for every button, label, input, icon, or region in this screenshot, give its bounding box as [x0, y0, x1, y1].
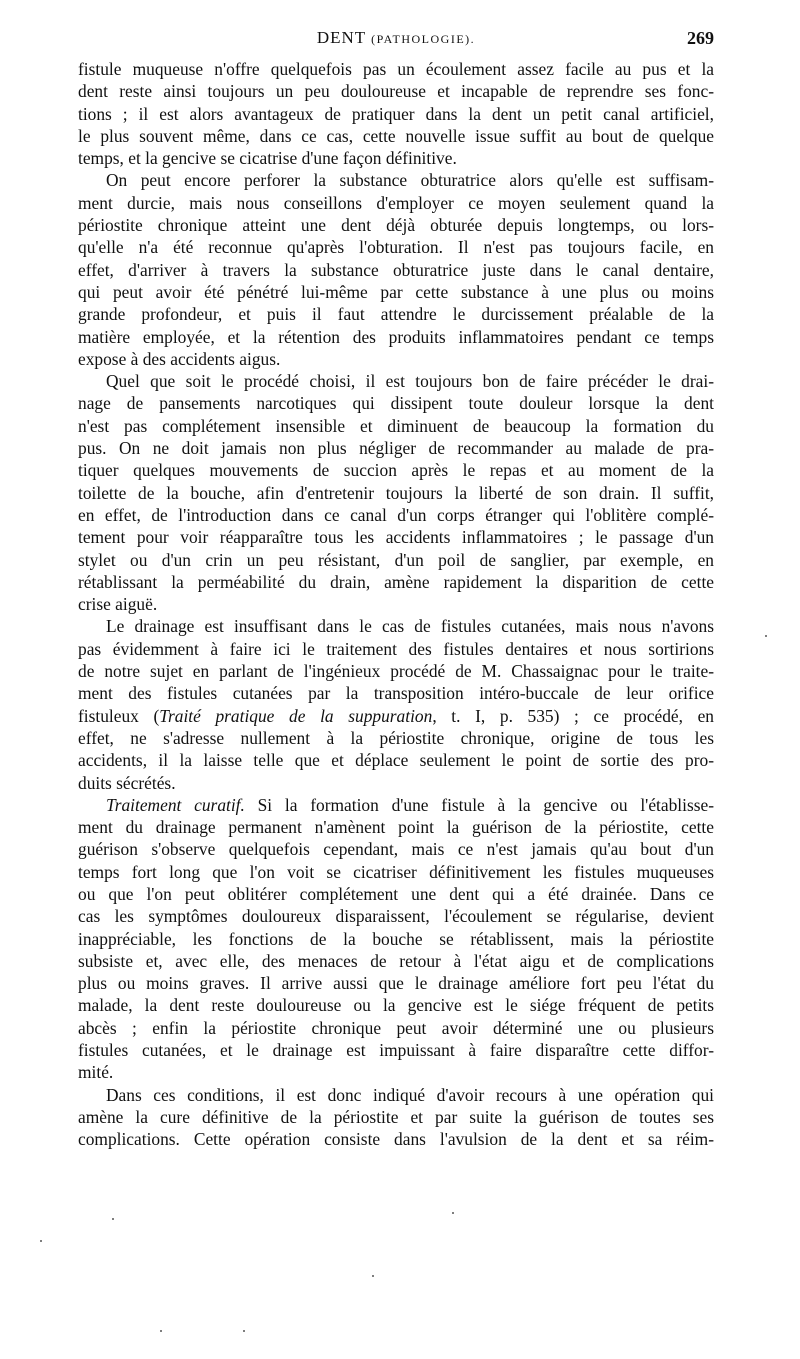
text-line: ment du drainage permanent n'amènent point la guérison de la périostite, cette [78, 817, 714, 838]
section-heading: Traitement curatif. [106, 794, 245, 815]
text-line: Dans ces conditions, il est donc indiqué d'avoir recours à une opération qui [106, 1084, 714, 1105]
text-line: dent reste ainsi toujours un peu douloureuse et incapable de reprendre ses fonc- [78, 81, 714, 102]
text-line: abcès ; enfin la périostite chronique peut avoir déterminé une ou plusieurs [78, 1017, 714, 1038]
text-line: guérison s'observe quelquefois cependant, mais ce n'est jamais qu'au bout d'un [78, 839, 714, 860]
text-line-with-citation [78, 705, 714, 727]
citation-title: Traité pratique de la suppuration [159, 705, 433, 726]
text-line: crise aiguë. [78, 594, 158, 615]
text-line: ment des fistules cutanées par la transposition intéro-buccale de leur orifice [78, 683, 714, 704]
text-line: inappréciable, les fonctions de la bouche se rétablissent, mais la périostite [78, 928, 714, 949]
body-text [78, 58, 714, 1151]
scan-speck [112, 1218, 114, 1220]
text-line: expose à des accidents aigus. [78, 348, 281, 369]
text-line: n'est pas complétement insensible et diminuent de beaucoup la formation du [78, 415, 714, 436]
text-line: amène la cure définitive de la périostite et par suite la guérison de toutes ses [78, 1106, 714, 1127]
running-title [78, 28, 714, 48]
text-line: malade, la dent reste douloureuse ou la gencive est le siége fréquent de petits [78, 995, 714, 1016]
text-line: le plus souvent même, dans ce cas, cette nouvelle issue suffit au bout de quelque [78, 125, 714, 146]
text-line: complications. Cette opération consiste dans l'avulsion de la dent et sa réim- [78, 1129, 714, 1150]
text-fragment: , t. I, p. 535) ; ce procédé, en [432, 705, 714, 726]
text-line: Quel que soit le procédé choisi, il est toujours bon de faire précéder le drai- [106, 371, 714, 392]
text-line: tiquer quelques mouvements de succion après le repas et au moment de la [78, 460, 714, 481]
text-line: fistule muqueuse n'offre quelquefois pas un écoulement assez facile au pus et la [78, 59, 714, 79]
text-line: qui peut avoir été pénétré lui-même par cette substance à une plus ou moins [78, 281, 714, 302]
running-title-main: DENT [316, 28, 366, 47]
text-fragment: fistuleux ( [78, 705, 160, 726]
text-line: accidents, il la laisse telle que et déplace seulement le point de sortie des pro- [78, 750, 714, 771]
text-line: rétablissant la perméabilité du drain, amène rapidement la disparition de cette [78, 571, 714, 592]
running-header [78, 28, 714, 52]
paragraph-6 [78, 1084, 714, 1151]
scan-speck [452, 1212, 454, 1214]
text-line: duits sécrétés. [78, 772, 176, 793]
text-line: qu'elle n'a été reconnue qu'après l'obturation. Il n'est pas toujours facile, en [78, 237, 714, 258]
text-line: temps, et la gencive se cicatrise d'une façon définitive. [78, 148, 457, 169]
scan-speck [765, 635, 767, 637]
text-line: cas les symptômes douloureux disparaissent, l'écoulement se régularise, devient [78, 906, 714, 927]
text-line: ou que l'on peut oblitérer complétement une dent qui a été drainée. Dans ce [78, 883, 714, 904]
scan-speck [160, 1330, 162, 1332]
text-line: effet, d'arriver à travers la substance obturatrice juste dans le canal dentaire, [78, 259, 714, 280]
text-line: mité. [78, 1062, 114, 1083]
text-line: plus ou moins graves. Il arrive aussi que le drainage améliore fort peu l'état du [78, 973, 714, 994]
text-line: toilette de la bouche, afin d'entretenir toujours la liberté de son drain. Il suffit, [78, 482, 714, 503]
text-line: nage de pansements narcotiques qui dissipent toute douleur lorsque la dent [78, 393, 714, 414]
paragraph-1 [78, 58, 714, 169]
text-line: ment durcie, mais nous conseillons d'employer ce moyen seulement quand la [78, 192, 714, 213]
paragraph-5 [78, 794, 714, 1084]
text-line: pus. On ne doit jamais non plus négliger de recommander au malade de pra- [78, 438, 714, 459]
text-line: matière employée, et la rétention des produits inflammatoires pendant ce temps [78, 326, 714, 347]
text-line: en effet, de l'introduction dans ce canal d'un corps étranger qui l'oblitère complé- [78, 504, 714, 525]
running-title-sub: (PATHOLOGIE). [371, 32, 476, 46]
text-line: Le drainage est insuffisant dans le cas de fistules cutanées, mais nous n'avons [106, 616, 714, 637]
scan-speck [40, 1240, 42, 1242]
text-line: tement pour voir réapparaître tous les accidents inflammatoires ; le passage d'un [78, 527, 714, 548]
text-line: On peut encore perforer la substance obturatrice alors qu'elle est suffisam- [106, 170, 714, 191]
text-line: pas évidemment à faire ici le traitement des fistules dentaires et nous sortirions [78, 638, 714, 659]
text-line: stylet ou d'un crin un peu résistant, d'un poil de sanglier, par exemple, en [78, 549, 714, 570]
text-line: effet, ne s'adresse nullement à la périostite chronique, origine de tous les [78, 727, 714, 748]
scan-speck [372, 1275, 374, 1277]
scan-speck [243, 1330, 245, 1332]
text-line: tions ; il est alors avantageux de pratiquer dans la dent un petit canal artificiel, [78, 103, 714, 124]
text-line: grande profondeur, et puis il faut attendre le durcissement préalable de la [78, 304, 714, 325]
text-line: temps fort long que l'on voit se cicatriser définitivement les fistules muqueuses [78, 861, 714, 882]
paragraph-3 [78, 370, 714, 615]
paragraph-2 [78, 169, 714, 370]
paragraph-4 [78, 615, 714, 793]
text-line: subsiste et, avec elle, des menaces de retour à l'état aigu et de complications [78, 950, 714, 971]
text-line: de notre sujet en parlant de l'ingénieux procédé de M. Chassaignac pour le traite- [78, 661, 714, 682]
text-line: périostite chronique atteint une dent déjà obturée depuis longtemps, ou lors- [78, 215, 714, 236]
text-fragment: Si la formation d'une fistule à la gencive ou l'établisse- [244, 794, 714, 815]
text-line-with-heading [78, 794, 714, 816]
page-number: 269 [687, 28, 714, 48]
text-line: fistules cutanées, et le drainage est impuissant à faire disparaître cette diffor- [78, 1040, 714, 1061]
